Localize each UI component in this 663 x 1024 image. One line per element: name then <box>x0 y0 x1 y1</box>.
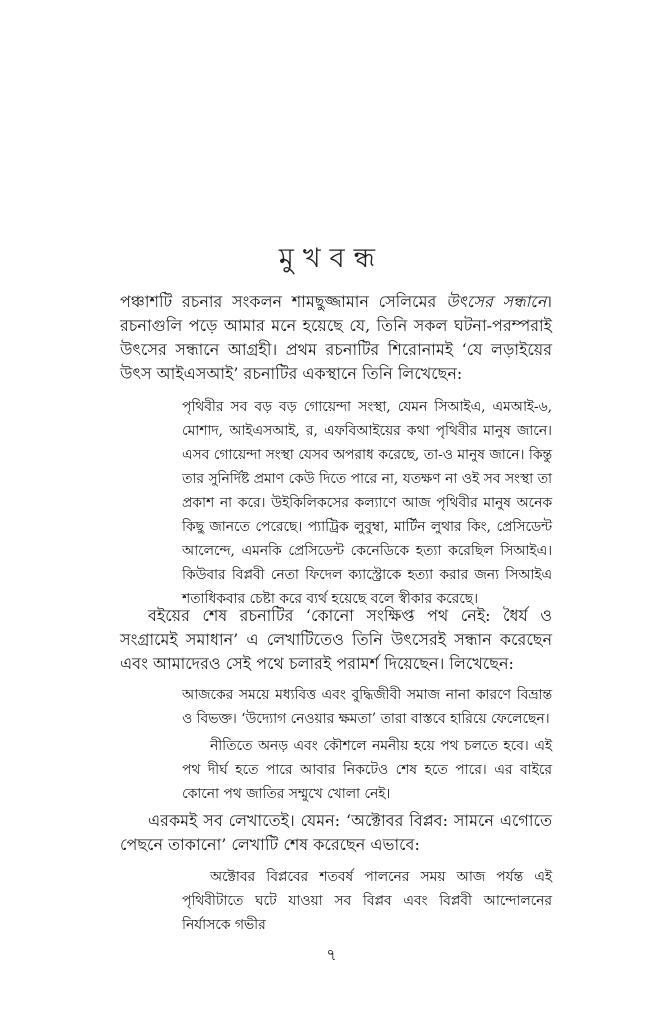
intro-text-end: । রচনাগুলি পড়ে আমার মনে হয়েছে যে, তিনি সকল ঘটনা-পরম্পরাই উৎসের সন্ধানে আগ্রহী। প্রথম রচনাটির শিরোনামই ‘যে লড়াইয়ের উৎস আইএসআই’ রচনাটির একস্থানে তিনি লিখেছেন: <box>120 292 552 383</box>
page-number: ৭ <box>326 945 337 964</box>
intro-paragraph <box>120 290 552 386</box>
page-title: মুখবন্ধ <box>278 243 385 274</box>
quote-block-principle: নীতিতে অনড় এবং কৌশলে নমনীয় হয়ে পথ চলতে হবে। এই পথ দীর্ঘ হতে পারে আবার নিকটেও শেষ হতে পারে। এর বাইরে কোনো পথ জাতির সম্মুখে খোলা নেই। <box>182 738 552 802</box>
october-essay-paragraph: এরকমই সব লেখাতেই। যেমন: ‘অক্টোবর বিপ্লব: সামনে এগোতে পেছনে তাকানো’ লেখাটি শেষ করেছেন এভাবে: <box>120 811 552 854</box>
quote-block-intelligence: পৃথিবীর সব বড় বড় গোয়েন্দা সংস্থা, যেমন সিআইএ, এমআই-৬, মোশাদ, আইএসআই, র, এফবিআইয়ের কথা পৃথিবীর মানুষ জানে। এসব গোয়েন্দা সংস্থা যেসব অপরাধ করেছে, তা-ও মানুষ জানে। কিন্তু তার সুনির্দিষ্ট প্রমাণ কেউ দিতে পারে না, যতক্ষণ না ওই সব সংস্থা তা প্রকাশ না করে। উইকিলিকসের কল্যাণে আজ পৃথিবীর মানুষ অনেক কিছু জানতে পেরেছে। প্যাট্রিক লুবুম্বা, মার্টিন লুথার কিং, প্রেসিডেন্ট আলেন্দে, এমনকি প্রেসিডেন্ট কেনেডিকে হত্যা করেছিল সিআইএ। কিউবার বিপ্লবী নেতা ফিদেল ক্যাস্ট্রোকে হত্যা করার জন্য সিআইএ শতাধিকবার চেষ্টা করে ব্যর্থ হয়েছে বলে স্বীকার করেছে। <box>182 399 552 607</box>
last-essay-paragraph: বইয়ের শেষ রচনাটির ‘কোনো সংক্ষিপ্ত পথ নেই: ধৈর্য ও সংগ্রামেই সমাধান’ এ লেখাটিতেও তিনি উৎসেরই সন্ধান করেছেন এবং আমাদেরও সেই পথে চলারই পরামর্শ দিয়েছেন। লিখেছেন: <box>120 606 552 673</box>
book-title: উৎসের সন্ধানে <box>445 292 547 311</box>
quote-block-middle-class: আজকের সময়ে মধ্যবিত্ত এবং বুদ্ধিজীবী সমাজ নানা কারণে বিভ্রান্ত ও বিভক্ত। ‘উদ্যোগ নেওয়ার ক্ষমতা’ তারা বাস্তবে হারিয়ে ফেলেছেন। <box>182 687 552 727</box>
intro-text-start: পঞ্চাশটি রচনার সংকলন শামছুজ্জামান সেলিমের <box>120 292 446 311</box>
quote-block-october: অক্টোবর বিপ্লবের শতবর্ষ পালনের সময় আজ পর্যন্ত এই পৃথিবীটাতে ঘটে যাওয়া সব বিপ্লব এবং বিপ্লবী আন্দোলনের নির্যাসকে গভীর <box>182 869 552 933</box>
